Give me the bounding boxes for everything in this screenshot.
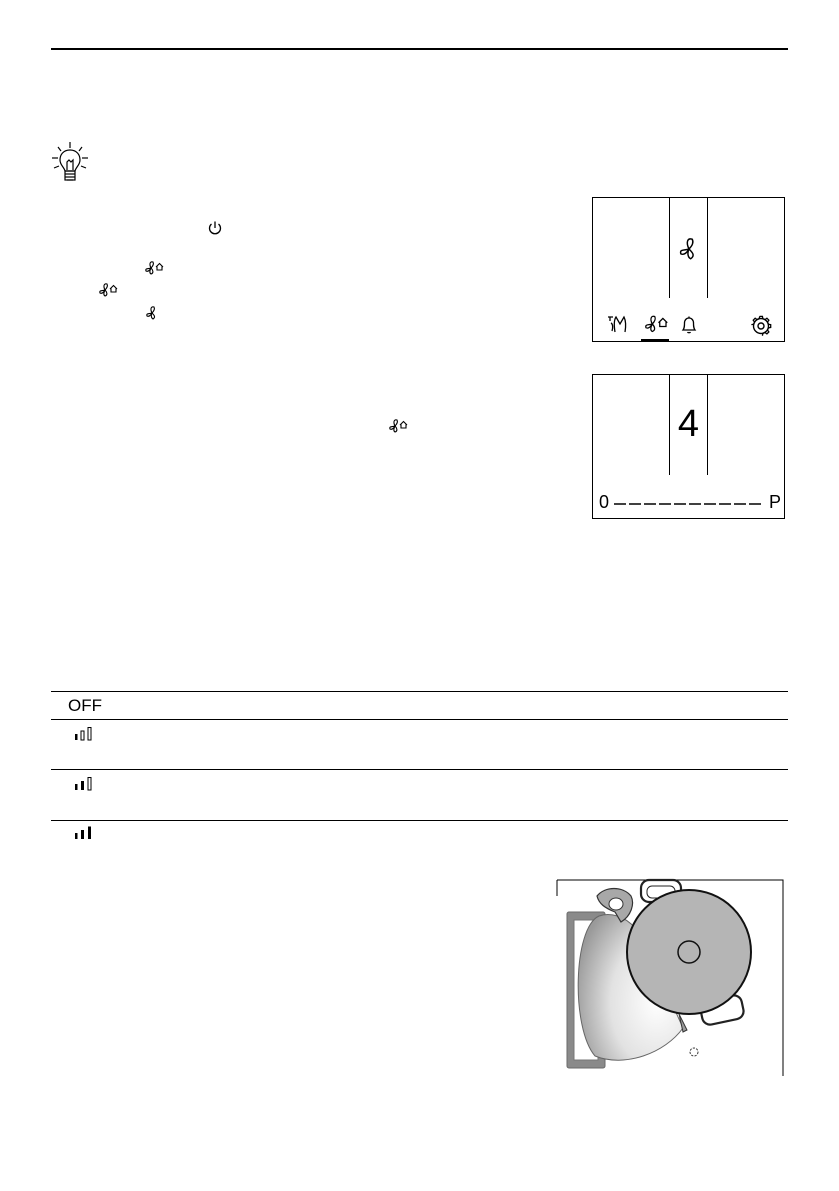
cooktop-illustration bbox=[555, 878, 787, 1078]
scale-dashes bbox=[614, 503, 764, 505]
power-icon bbox=[207, 220, 223, 236]
fan-auto-icon bbox=[98, 282, 118, 298]
display-divider bbox=[669, 198, 670, 298]
table-rule bbox=[51, 691, 788, 692]
header-rule bbox=[51, 48, 788, 50]
scale-start-label: 0 bbox=[599, 492, 610, 512]
level-number: 4 bbox=[677, 403, 700, 445]
display-panel-menu bbox=[592, 197, 785, 342]
fan-auto-icon[interactable] bbox=[643, 314, 669, 334]
fan-icon bbox=[676, 236, 702, 262]
heat-icon[interactable] bbox=[606, 314, 630, 334]
display-divider bbox=[707, 198, 708, 298]
fan-icon bbox=[144, 305, 160, 321]
lightbulb-icon bbox=[50, 140, 90, 186]
table-rule bbox=[51, 719, 788, 720]
bell-icon[interactable] bbox=[679, 315, 699, 335]
off-label: OFF bbox=[68, 696, 102, 715]
fan-auto-icon bbox=[388, 418, 408, 434]
selection-underline bbox=[641, 339, 669, 342]
table-rule bbox=[51, 820, 788, 821]
gear-icon[interactable] bbox=[750, 315, 772, 337]
scale-end-label: P bbox=[769, 492, 782, 512]
display-panel-level bbox=[592, 374, 785, 519]
display-divider bbox=[707, 375, 708, 475]
signal-level-3-icon bbox=[74, 826, 94, 840]
signal-level-2-icon bbox=[74, 777, 94, 791]
fan-auto-icon bbox=[144, 260, 164, 276]
table-rule bbox=[51, 769, 788, 770]
signal-level-1-icon bbox=[74, 727, 94, 741]
